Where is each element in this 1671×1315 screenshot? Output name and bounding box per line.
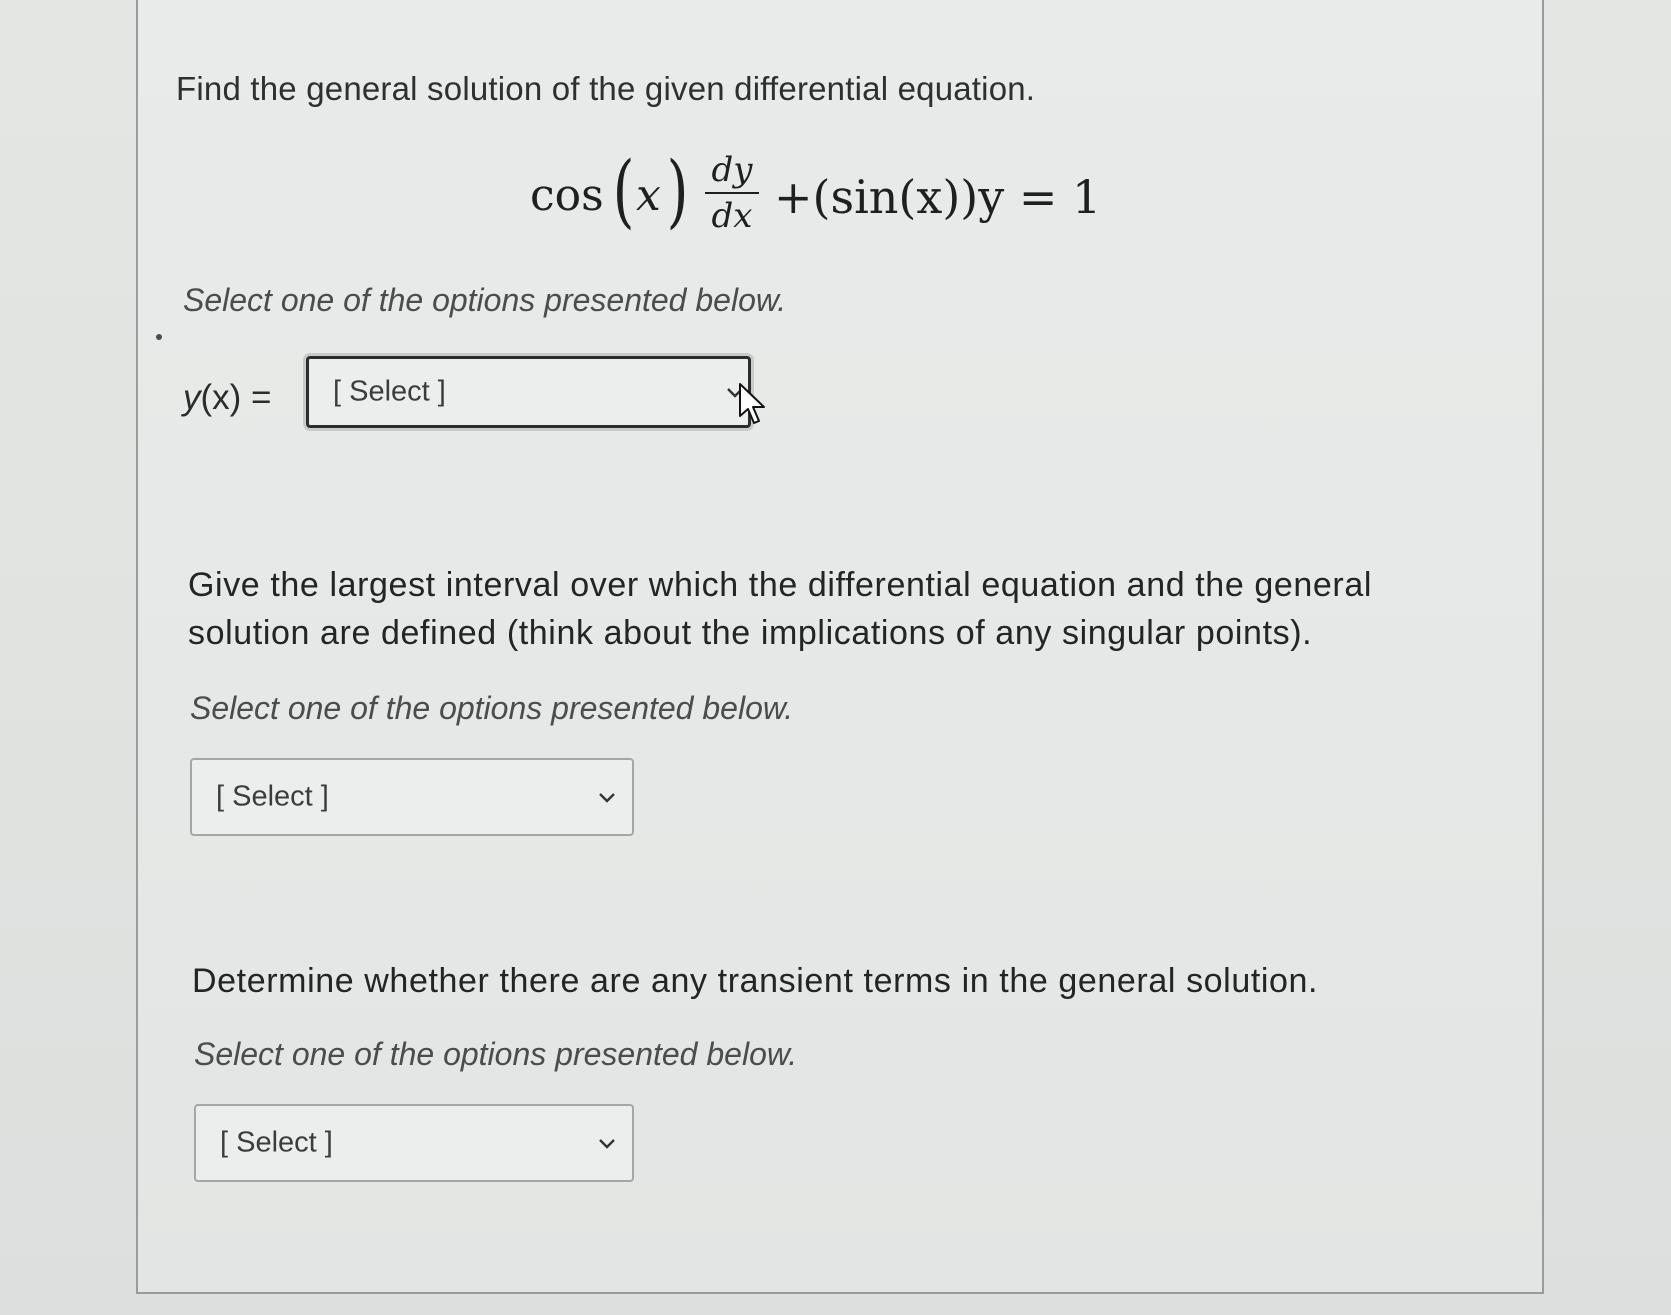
derivative-fraction xyxy=(705,150,759,236)
transient-terms-select[interactable] xyxy=(194,1104,634,1182)
answer-label xyxy=(183,378,271,418)
question-prompt: Find the general solution of the given differential equation. xyxy=(176,70,1036,107)
fraction-numerator: dy xyxy=(711,150,753,190)
general-solution-select[interactable] xyxy=(306,356,751,428)
answer-label-rest: (x) = xyxy=(200,378,272,417)
interval-select[interactable] xyxy=(190,758,634,836)
fraction-bar xyxy=(705,192,759,194)
question2-text-line2: solution are defined (think about the implications of any singular points). xyxy=(188,614,1313,652)
question3-instruction: Select one of the options presented below. xyxy=(194,1036,798,1072)
select-value: [ Select ] xyxy=(216,780,329,813)
question3-text: Determine whether there are any transient terms in the general solution. xyxy=(192,962,1319,1000)
fraction-denominator: dx xyxy=(711,196,753,236)
differential-equation xyxy=(530,140,1130,255)
question2-text-line1: Give the largest interval over which the differential equation and the general xyxy=(188,566,1372,604)
select-value: [ Select ] xyxy=(220,1126,333,1159)
chevron-down-icon xyxy=(596,786,618,808)
answer-label-y: y xyxy=(183,378,201,417)
bullet-dot xyxy=(156,334,162,340)
equation-right-paren: ) xyxy=(666,144,689,237)
question2-instruction: Select one of the options presented below. xyxy=(190,690,794,726)
equation-cos: cos xyxy=(530,170,604,221)
select-value: [ Select ] xyxy=(333,375,446,408)
question1-instruction: Select one of the options presented below. xyxy=(183,282,787,318)
equation-remainder: +(sin(x))y = 1 xyxy=(774,170,1102,224)
equation-variable-x: x xyxy=(636,170,661,221)
cursor-arrow-icon xyxy=(738,382,768,426)
equation-left-paren: ( xyxy=(612,144,635,237)
chevron-down-icon xyxy=(596,1132,618,1154)
